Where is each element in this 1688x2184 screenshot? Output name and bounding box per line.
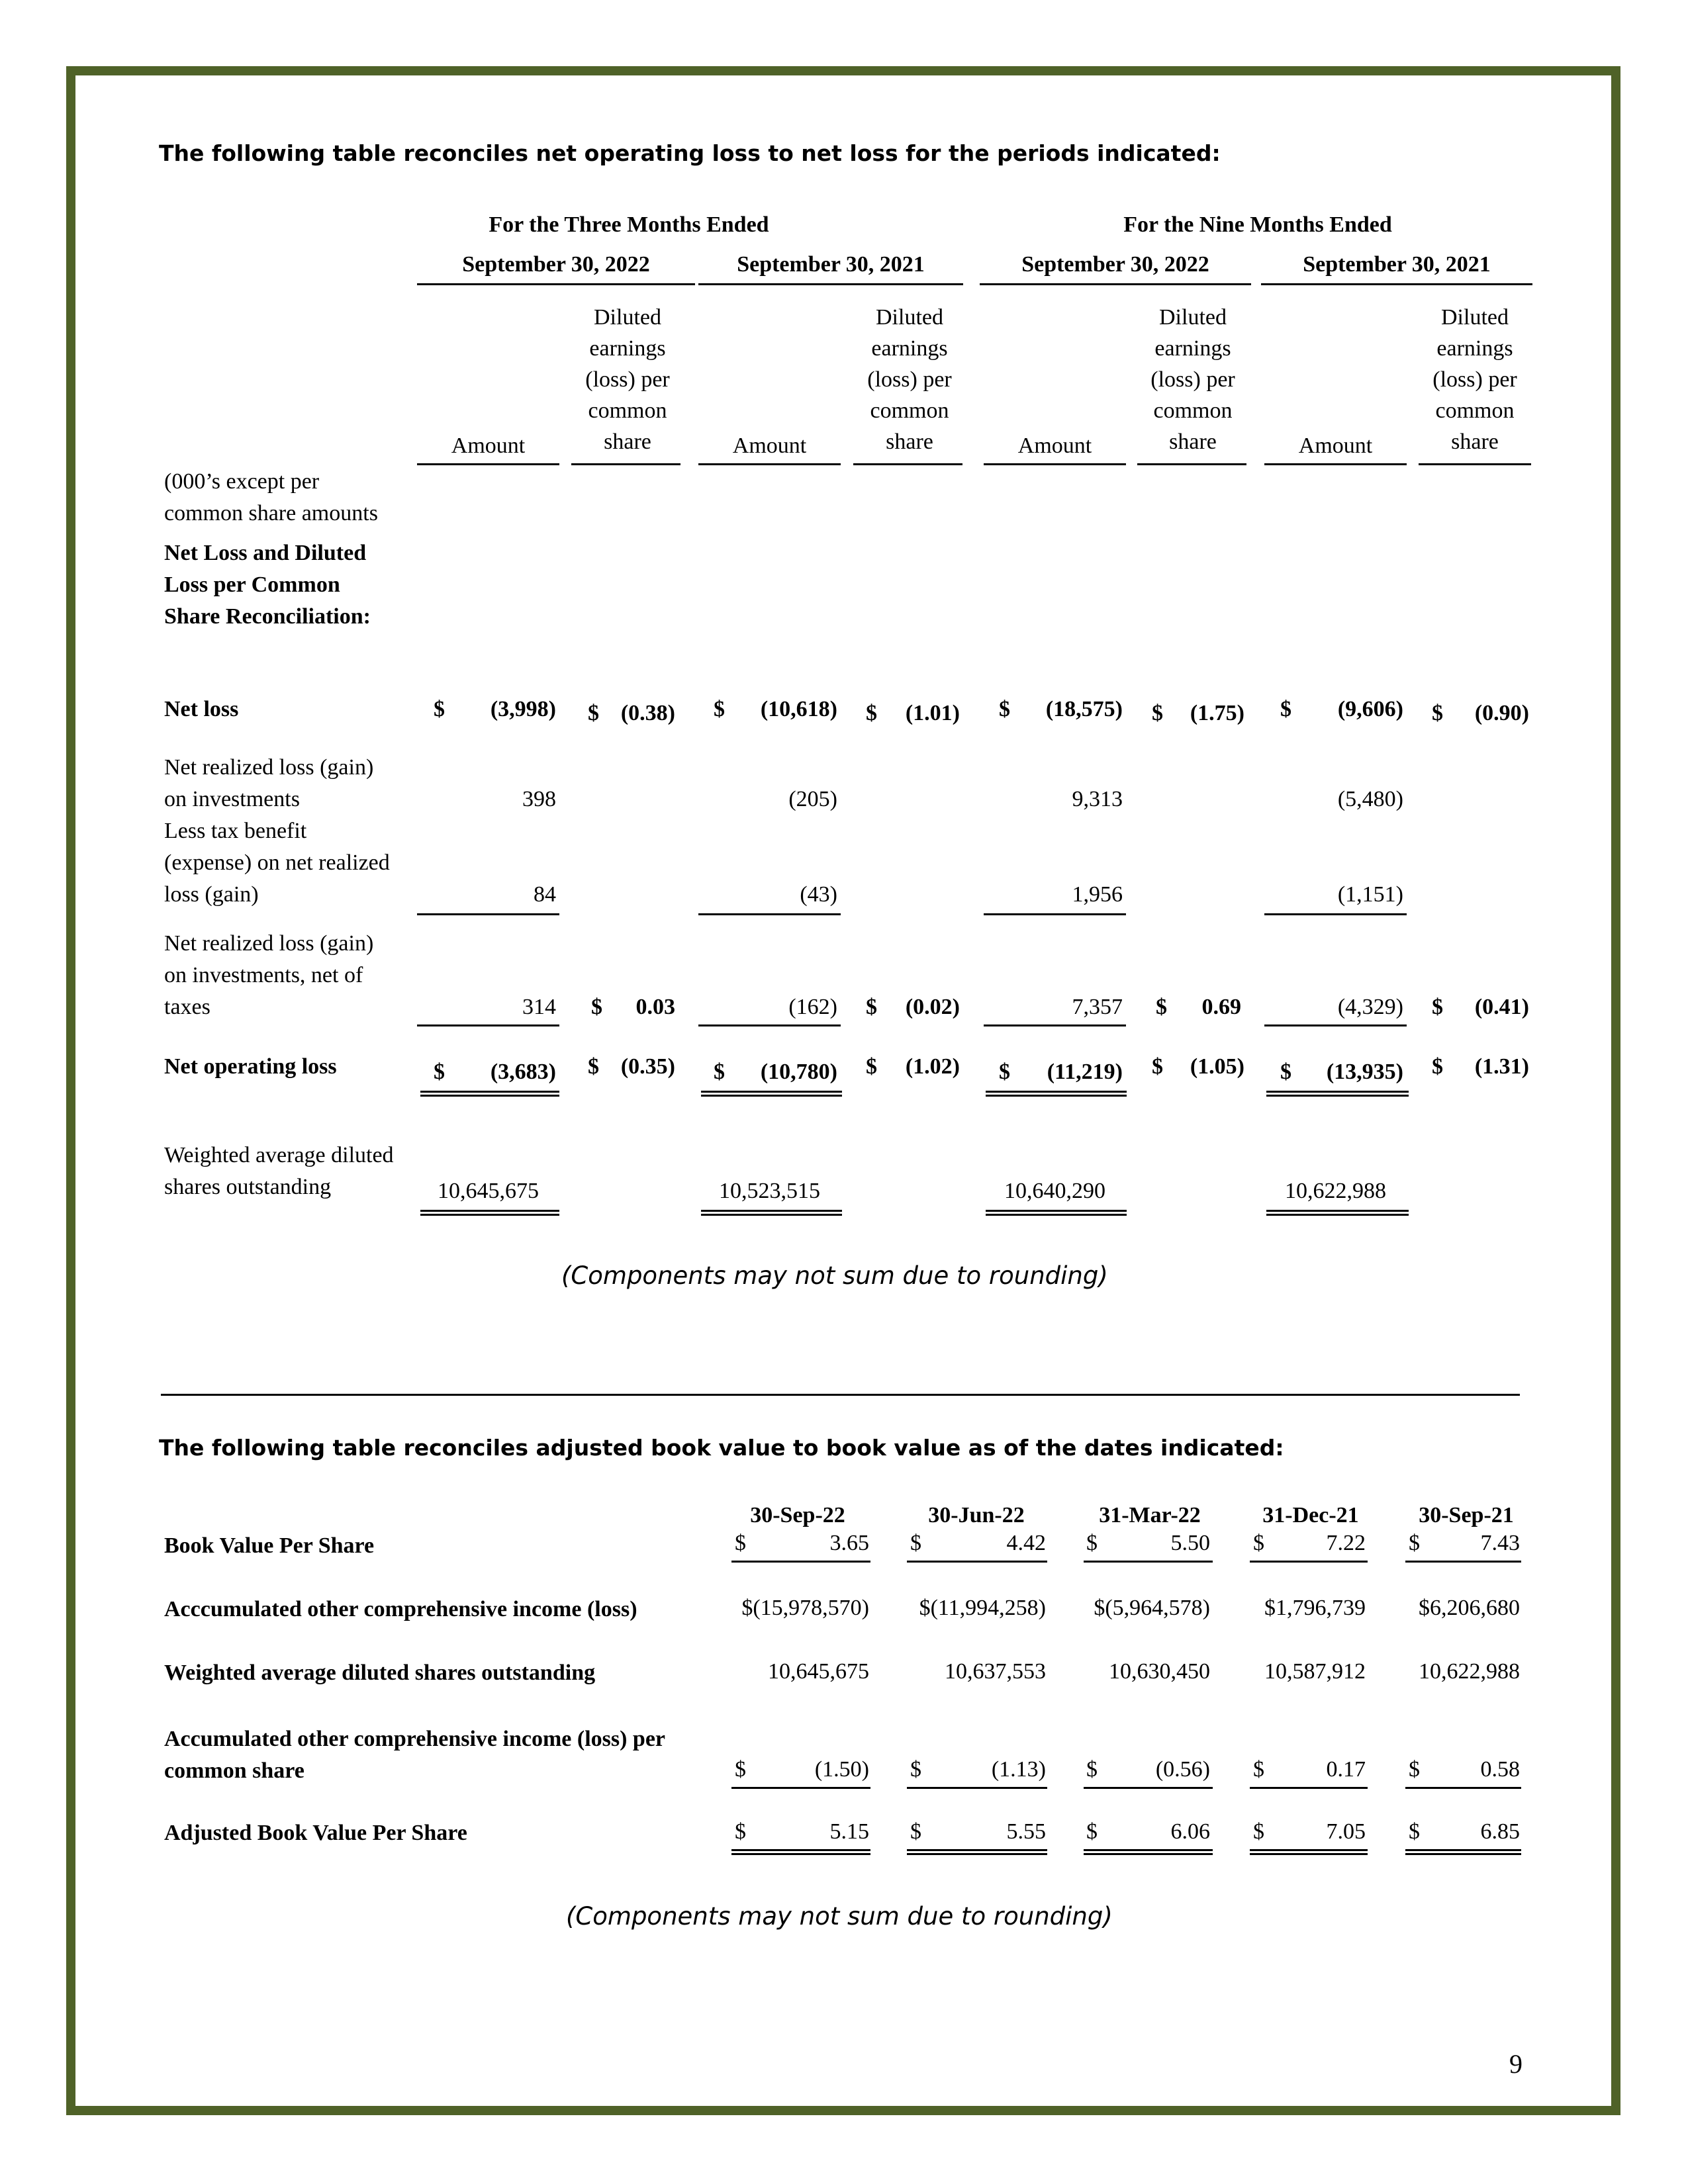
row-label-shares: Weighted average diluted shares outstanding xyxy=(164,1143,394,1199)
row-label-adj: Adjusted Book Value Per Share xyxy=(164,1821,467,1845)
row-label-net-loss: Net loss xyxy=(164,697,239,721)
dollar-sign: $ xyxy=(434,697,445,721)
dollar-sign: $ xyxy=(1409,1531,1420,1555)
shares-value: 10,637,553 xyxy=(945,1659,1046,1684)
section2-heading: The following table reconciles adjusted book value to book value as of the dates indicated: xyxy=(159,1435,1284,1461)
row-label-shares-2: Weighted average diluted shares outstanding xyxy=(164,1661,596,1685)
total-double-underline xyxy=(731,1849,870,1855)
realized-amount: 9,313 xyxy=(1072,787,1123,811)
dollar-sign: $ xyxy=(1086,1531,1098,1555)
rounding-note: (Components may not sum due to rounding) xyxy=(566,1902,1113,1931)
operating-per-share: (0.35) xyxy=(620,1054,675,1079)
operating-per-share: (1.05) xyxy=(1190,1054,1244,1079)
dollar-sign: $ xyxy=(1280,697,1291,721)
dollar-sign: $ xyxy=(866,1054,877,1079)
subtotal-underline xyxy=(984,913,1126,915)
net-of-taxes-amount: (162) xyxy=(788,995,837,1019)
aoci-value: $(15,978,570) xyxy=(741,1596,869,1620)
aoci-value: $1,796,739 xyxy=(1264,1596,1366,1620)
row-label-aoci-ps: Accumulated other comprehensive income (loss) per common share xyxy=(164,1727,666,1783)
bvps-value: 7.22 xyxy=(1326,1531,1366,1555)
net-of-taxes-per-share: 0.03 xyxy=(635,995,675,1019)
period-header: September 30, 2022 xyxy=(1021,252,1209,277)
aoci-ps-value: (0.56) xyxy=(1155,1757,1210,1782)
dollar-sign: $ xyxy=(588,1054,599,1079)
row-label-aoci: Acccumulated other comprehensive income (loss) xyxy=(164,1597,637,1621)
net-loss-per-share: (0.38) xyxy=(620,701,675,725)
row-underline xyxy=(1250,1787,1368,1789)
rounding-note: (Components may not sum due to rounding) xyxy=(561,1261,1108,1290)
dollar-sign: $ xyxy=(999,1060,1010,1084)
aoci-ps-value: (1.50) xyxy=(814,1757,869,1782)
dollar-sign: $ xyxy=(735,1531,746,1555)
period-underline xyxy=(417,283,695,285)
header-underline xyxy=(853,463,962,465)
subtotal-underline xyxy=(1264,1024,1407,1026)
dollar-sign: $ xyxy=(999,697,1010,721)
aoci-ps-value: 0.17 xyxy=(1326,1757,1366,1782)
realized-amount: (5,480) xyxy=(1337,787,1403,811)
adj-value: 5.55 xyxy=(1006,1819,1046,1844)
net-loss-amount: (3,998) xyxy=(490,697,556,721)
bvps-value: 7.43 xyxy=(1480,1531,1520,1555)
adj-value: 5.15 xyxy=(829,1819,869,1844)
dollar-sign: $ xyxy=(1409,1757,1420,1782)
operating-amount: (10,780) xyxy=(760,1060,837,1084)
dollar-sign: $ xyxy=(1432,1054,1443,1079)
dollar-sign: $ xyxy=(714,697,725,721)
total-double-underline xyxy=(1266,1210,1409,1216)
period-header: September 30, 2022 xyxy=(462,252,650,277)
period-header: September 30, 2021 xyxy=(737,252,925,277)
header-underline xyxy=(1137,463,1246,465)
date-header: 30-Sep-22 xyxy=(750,1503,845,1527)
dollar-sign: $ xyxy=(1152,1054,1163,1079)
header-underline xyxy=(1419,463,1531,465)
period-underline xyxy=(980,283,1251,285)
aoci-value: $6,206,680 xyxy=(1419,1596,1520,1620)
dollar-sign: $ xyxy=(1086,1757,1098,1782)
dollar-sign: $ xyxy=(1409,1819,1420,1844)
operating-amount: (11,219) xyxy=(1047,1060,1123,1084)
row-label-realized: Net realized loss (gain) on investments xyxy=(164,755,374,811)
dollar-sign: $ xyxy=(735,1819,746,1844)
dollar-sign: $ xyxy=(1156,995,1167,1019)
subtotal-underline xyxy=(417,913,559,915)
dollar-sign: $ xyxy=(1280,1060,1291,1084)
row-underline xyxy=(907,1561,1047,1563)
diluted-header: Diluted earnings (loss) per common share xyxy=(1432,305,1517,454)
dollar-sign: $ xyxy=(588,701,599,725)
aoci-ps-value: 0.58 xyxy=(1480,1757,1520,1782)
amount-header: Amount xyxy=(1017,433,1092,458)
date-header: 30-Jun-22 xyxy=(928,1503,1025,1527)
net-of-taxes-amount: 7,357 xyxy=(1072,995,1123,1019)
section-divider xyxy=(161,1394,1520,1396)
operating-amount: (13,935) xyxy=(1326,1060,1403,1084)
shares-amount: 10,622,988 xyxy=(1285,1179,1386,1203)
header-underline xyxy=(571,463,680,465)
amount-header: Amount xyxy=(1298,433,1373,458)
dollar-sign: $ xyxy=(910,1757,921,1782)
row-underline xyxy=(1405,1787,1521,1789)
tax-amount: 1,956 xyxy=(1072,882,1123,907)
dollar-sign: $ xyxy=(1086,1819,1098,1844)
total-double-underline xyxy=(701,1210,842,1216)
total-double-underline xyxy=(420,1210,559,1216)
row-label-bvps: Book Value Per Share xyxy=(164,1533,375,1558)
row-underline xyxy=(1250,1561,1368,1563)
tax-amount: (43) xyxy=(800,882,837,907)
dollar-sign: $ xyxy=(1432,701,1443,725)
dollar-sign: $ xyxy=(910,1531,921,1555)
aoci-value: $(5,964,578) xyxy=(1094,1596,1210,1620)
period-header: September 30, 2021 xyxy=(1303,252,1491,277)
period-underline xyxy=(698,283,963,285)
realized-amount: 398 xyxy=(522,787,556,811)
total-double-underline xyxy=(1405,1849,1521,1855)
subtotal-underline xyxy=(698,1024,841,1026)
dollar-sign: $ xyxy=(1253,1819,1264,1844)
shares-value: 10,587,912 xyxy=(1264,1659,1366,1684)
page-number: 9 xyxy=(1509,2049,1523,2079)
reconciliation-title: Net Loss and Diluted Loss per Common Share Reconciliation: xyxy=(164,541,371,629)
shares-amount: 10,523,515 xyxy=(719,1179,820,1203)
net-of-taxes-amount: 314 xyxy=(522,995,556,1019)
adj-value: 6.85 xyxy=(1480,1819,1520,1844)
net-of-taxes-per-share: (0.41) xyxy=(1474,995,1529,1019)
units-note: (000’s except per common share amounts xyxy=(164,469,378,525)
dollar-sign: $ xyxy=(1253,1531,1264,1555)
amount-header: Amount xyxy=(451,433,526,458)
operating-per-share: (1.02) xyxy=(905,1054,960,1079)
shares-amount: 10,645,675 xyxy=(438,1179,539,1203)
subtotal-underline xyxy=(1264,913,1407,915)
date-header: 31-Dec-21 xyxy=(1262,1503,1359,1527)
row-underline xyxy=(907,1787,1047,1789)
date-header: 30-Sep-21 xyxy=(1419,1503,1514,1527)
net-loss-amount: (18,575) xyxy=(1045,697,1123,721)
row-underline xyxy=(1084,1787,1213,1789)
realized-amount: (205) xyxy=(788,787,837,811)
net-loss-per-share: (1.01) xyxy=(905,701,960,725)
row-label-operating: Net operating loss xyxy=(164,1054,337,1079)
row-underline xyxy=(731,1561,870,1563)
shares-value: 10,630,450 xyxy=(1109,1659,1210,1684)
header-underline xyxy=(1264,463,1407,465)
period-underline xyxy=(1261,283,1532,285)
net-loss-amount: (9,606) xyxy=(1337,697,1403,721)
total-double-underline xyxy=(1084,1849,1213,1855)
dollar-sign: $ xyxy=(910,1819,921,1844)
net-of-taxes-per-share: (0.02) xyxy=(905,995,960,1019)
total-double-underline xyxy=(907,1849,1047,1855)
net-loss-per-share: (0.90) xyxy=(1474,701,1529,725)
bvps-value: 3.65 xyxy=(829,1531,869,1555)
section1-heading: The following table reconciles net operating loss to net loss for the periods indicated: xyxy=(159,140,1221,166)
tax-amount: (1,151) xyxy=(1337,882,1403,907)
shares-value: 10,622,988 xyxy=(1419,1659,1520,1684)
diluted-header: Diluted earnings (loss) per common share xyxy=(585,305,670,454)
row-label-tax: Less tax benefit (expense) on net realized loss (gain) xyxy=(164,819,390,907)
subtotal-underline xyxy=(984,1024,1126,1026)
dollar-sign: $ xyxy=(1253,1757,1264,1782)
net-of-taxes-per-share: 0.69 xyxy=(1201,995,1241,1019)
total-double-underline xyxy=(986,1091,1127,1097)
bvps-value: 5.50 xyxy=(1170,1531,1210,1555)
dollar-sign: $ xyxy=(1432,995,1443,1019)
row-underline xyxy=(731,1787,870,1789)
total-double-underline xyxy=(1250,1849,1368,1855)
group-header-three-months: For the Three Months Ended xyxy=(489,212,769,237)
total-double-underline xyxy=(701,1091,842,1097)
total-double-underline xyxy=(1266,1091,1409,1097)
header-underline xyxy=(417,463,559,465)
tax-amount: 84 xyxy=(534,882,556,907)
row-label-net-of-taxes: Net realized loss (gain) on investments, net of taxes xyxy=(164,931,374,1019)
net-of-taxes-amount: (4,329) xyxy=(1337,995,1403,1019)
amount-header: Amount xyxy=(732,433,807,458)
date-header: 31-Mar-22 xyxy=(1099,1503,1201,1527)
shares-value: 10,645,675 xyxy=(768,1659,869,1684)
shares-amount: 10,640,290 xyxy=(1004,1179,1105,1203)
dollar-sign: $ xyxy=(866,995,877,1019)
total-double-underline xyxy=(420,1091,559,1097)
group-header-nine-months: For the Nine Months Ended xyxy=(1123,212,1392,237)
row-underline xyxy=(1405,1561,1521,1563)
dollar-sign: $ xyxy=(591,995,602,1019)
header-underline xyxy=(698,463,841,465)
diluted-header: Diluted earnings (loss) per common share xyxy=(867,305,952,454)
net-loss-amount: (10,618) xyxy=(760,697,837,721)
operating-amount: (3,683) xyxy=(490,1060,556,1084)
subtotal-underline xyxy=(417,1024,559,1026)
adj-value: 7.05 xyxy=(1326,1819,1366,1844)
total-double-underline xyxy=(986,1210,1127,1216)
dollar-sign: $ xyxy=(1152,701,1163,725)
diluted-header: Diluted earnings (loss) per common share xyxy=(1150,305,1235,454)
dollar-sign: $ xyxy=(714,1060,725,1084)
aoci-ps-value: (1.13) xyxy=(991,1757,1046,1782)
row-underline xyxy=(1084,1561,1213,1563)
operating-per-share: (1.31) xyxy=(1474,1054,1529,1079)
dollar-sign: $ xyxy=(434,1060,445,1084)
header-underline xyxy=(984,463,1126,465)
net-loss-per-share: (1.75) xyxy=(1190,701,1244,725)
dollar-sign: $ xyxy=(735,1757,746,1782)
adj-value: 6.06 xyxy=(1170,1819,1210,1844)
bvps-value: 4.42 xyxy=(1006,1531,1046,1555)
aoci-value: $(11,994,258) xyxy=(919,1596,1046,1620)
subtotal-underline xyxy=(698,913,841,915)
dollar-sign: $ xyxy=(866,701,877,725)
